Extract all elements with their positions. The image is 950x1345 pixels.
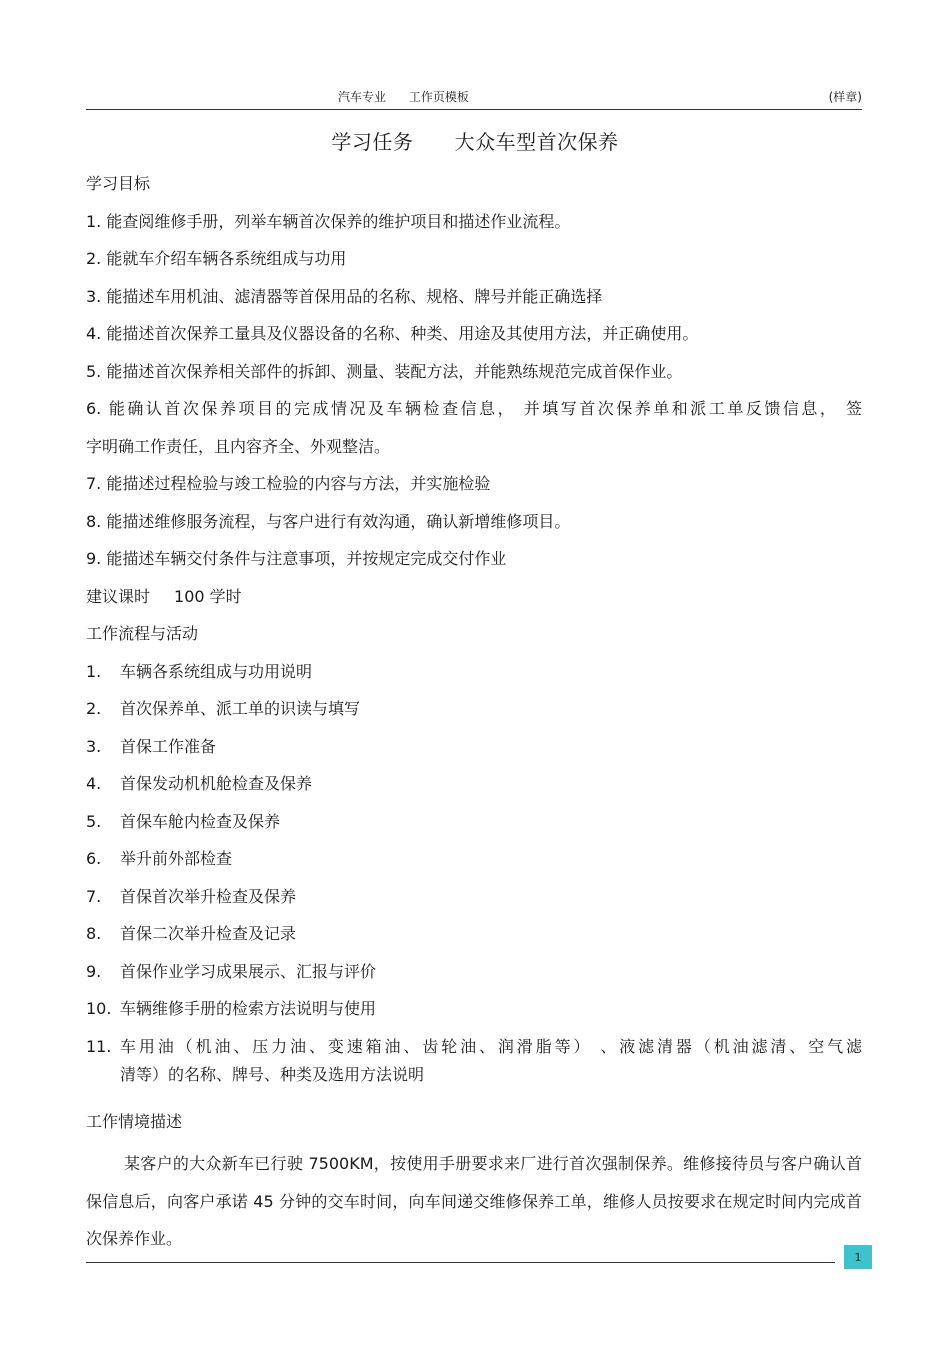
workflow-heading: 工作流程与活动 bbox=[86, 624, 199, 643]
workflow-item-number: 3. bbox=[86, 736, 102, 756]
objective-item: 9. 能描述车辆交付条件与注意事项，并按规定完成交付作业 bbox=[86, 549, 507, 568]
workflow-item-number: 8. bbox=[86, 924, 102, 943]
workflow-item-number: 5. bbox=[86, 811, 102, 831]
workflow-item-number: 1. bbox=[86, 661, 102, 681]
header-divider bbox=[86, 109, 862, 110]
hours-label: 建议课时 bbox=[86, 586, 151, 606]
workflow-item-text: 车辆各系统组成与功用说明 bbox=[120, 661, 313, 681]
workflow-item-number: 11. bbox=[86, 1036, 112, 1056]
hours-value: 100 学时 bbox=[174, 586, 242, 606]
workflow-item-text: 首保车舱内检查及保养 bbox=[120, 811, 281, 831]
workflow-item-text: 首保作业学习成果展示、汇报与评价 bbox=[120, 961, 377, 981]
workflow-item bbox=[86, 845, 862, 883]
objective-item: 8. 能描述维修服务流程，与客户进行有效沟通，确认新增维修项目。 bbox=[86, 511, 571, 531]
workflow-item bbox=[86, 958, 862, 996]
workflow-item-number: 9. bbox=[86, 961, 102, 981]
workflow-item bbox=[86, 995, 862, 1033]
workflow-item-text: 首保二次举升检查及记录 bbox=[120, 924, 297, 943]
scenario-paragraph: 某客户的大众新车已行驶 7500KM，按使用手册要求来厂进行首次强制保养。维修接待员与客户确认首保信息后，向客户承诺 45 分钟的交车时间，向车间递交维修保养工单，维修人员按要求在规定时间内完成首次保养作业。 bbox=[86, 1154, 862, 1248]
objective-item: 2. 能就车介绍车辆各系统组成与功用 bbox=[86, 249, 347, 268]
workflow-item-text bbox=[120, 1033, 862, 1108]
footer-divider bbox=[86, 1262, 835, 1263]
workflow-item-text: 举升前外部检查 bbox=[120, 849, 233, 868]
workflow-item bbox=[86, 883, 862, 921]
workflow-item bbox=[86, 695, 862, 733]
workflow-item-text: 首保工作准备 bbox=[120, 736, 217, 756]
workflow-item-number: 7. bbox=[86, 886, 102, 906]
main-content bbox=[86, 170, 862, 1258]
objective-item: 5. 能描述首次保养相关部件的拆卸、测量、装配方法，并能熟练规范完成首保作业。 bbox=[86, 361, 683, 381]
header-right-text: (样章) bbox=[828, 90, 862, 104]
page-header bbox=[86, 88, 862, 108]
page-title: 学习任务 大众车型首次保养 bbox=[331, 130, 619, 154]
workflow-item-text-line1: 车用油（机油、压力油、变速箱油、齿轮油、润滑脂等） 、液滤清器（机油滤清、空气滤 bbox=[120, 1036, 862, 1056]
header-left-text: 汽车专业 工作页模板 bbox=[338, 90, 469, 104]
objective-item: 3. 能描述车用机油、滤清器等首保用品的名称、规格、牌号并能正确选择 bbox=[86, 286, 603, 306]
workflow-item-number: 6. bbox=[86, 849, 102, 868]
workflow-item bbox=[86, 658, 862, 696]
workflow-item-number: 4. bbox=[86, 774, 102, 793]
workflow-item bbox=[86, 920, 862, 958]
objective-item: 1. 能查阅维修手册，列举车辆首次保养的维护项目和描述作业流程。 bbox=[86, 211, 571, 231]
workflow-item-text: 首保发动机机舱检查及保养 bbox=[120, 774, 313, 793]
workflow-item-number: 10. bbox=[86, 999, 112, 1018]
workflow-item-text: 首保首次举升检查及保养 bbox=[120, 886, 297, 906]
workflow-item-number: 2. bbox=[86, 699, 102, 718]
workflow-item bbox=[86, 808, 862, 846]
objective-item: 6. 能确认首次保养项目的完成情况及车辆检查信息， 并填写首次保养单和派工单反馈信息， 签 bbox=[86, 399, 862, 418]
page-number-badge: 1 bbox=[844, 1245, 872, 1269]
objective-item: 4. 能描述首次保养工量具及仪器设备的名称、种类、用途及其使用方法，并正确使用。 bbox=[86, 324, 699, 343]
workflow-item-text-line2: 清等）的名称、牌号、种类及选用方法说明 bbox=[120, 1064, 425, 1084]
workflow-item bbox=[86, 1033, 862, 1108]
objective-item-continuation: 字明确工作责任，且内容齐全、外观整洁。 bbox=[86, 436, 391, 456]
suggested-hours bbox=[86, 583, 862, 621]
objectives-heading: 学习目标 bbox=[86, 174, 151, 193]
objective-item: 7. 能描述过程检验与竣工检验的内容与方法，并实施检验 bbox=[86, 474, 491, 493]
workflow-item-text: 首次保养单、派工单的识读与填写 bbox=[120, 699, 361, 718]
workflow-item bbox=[86, 733, 862, 771]
workflow-item-text: 车辆维修手册的检索方法说明与使用 bbox=[120, 999, 377, 1018]
workflow-item bbox=[86, 770, 862, 808]
scenario-heading: 工作情境描述 bbox=[86, 1111, 183, 1131]
